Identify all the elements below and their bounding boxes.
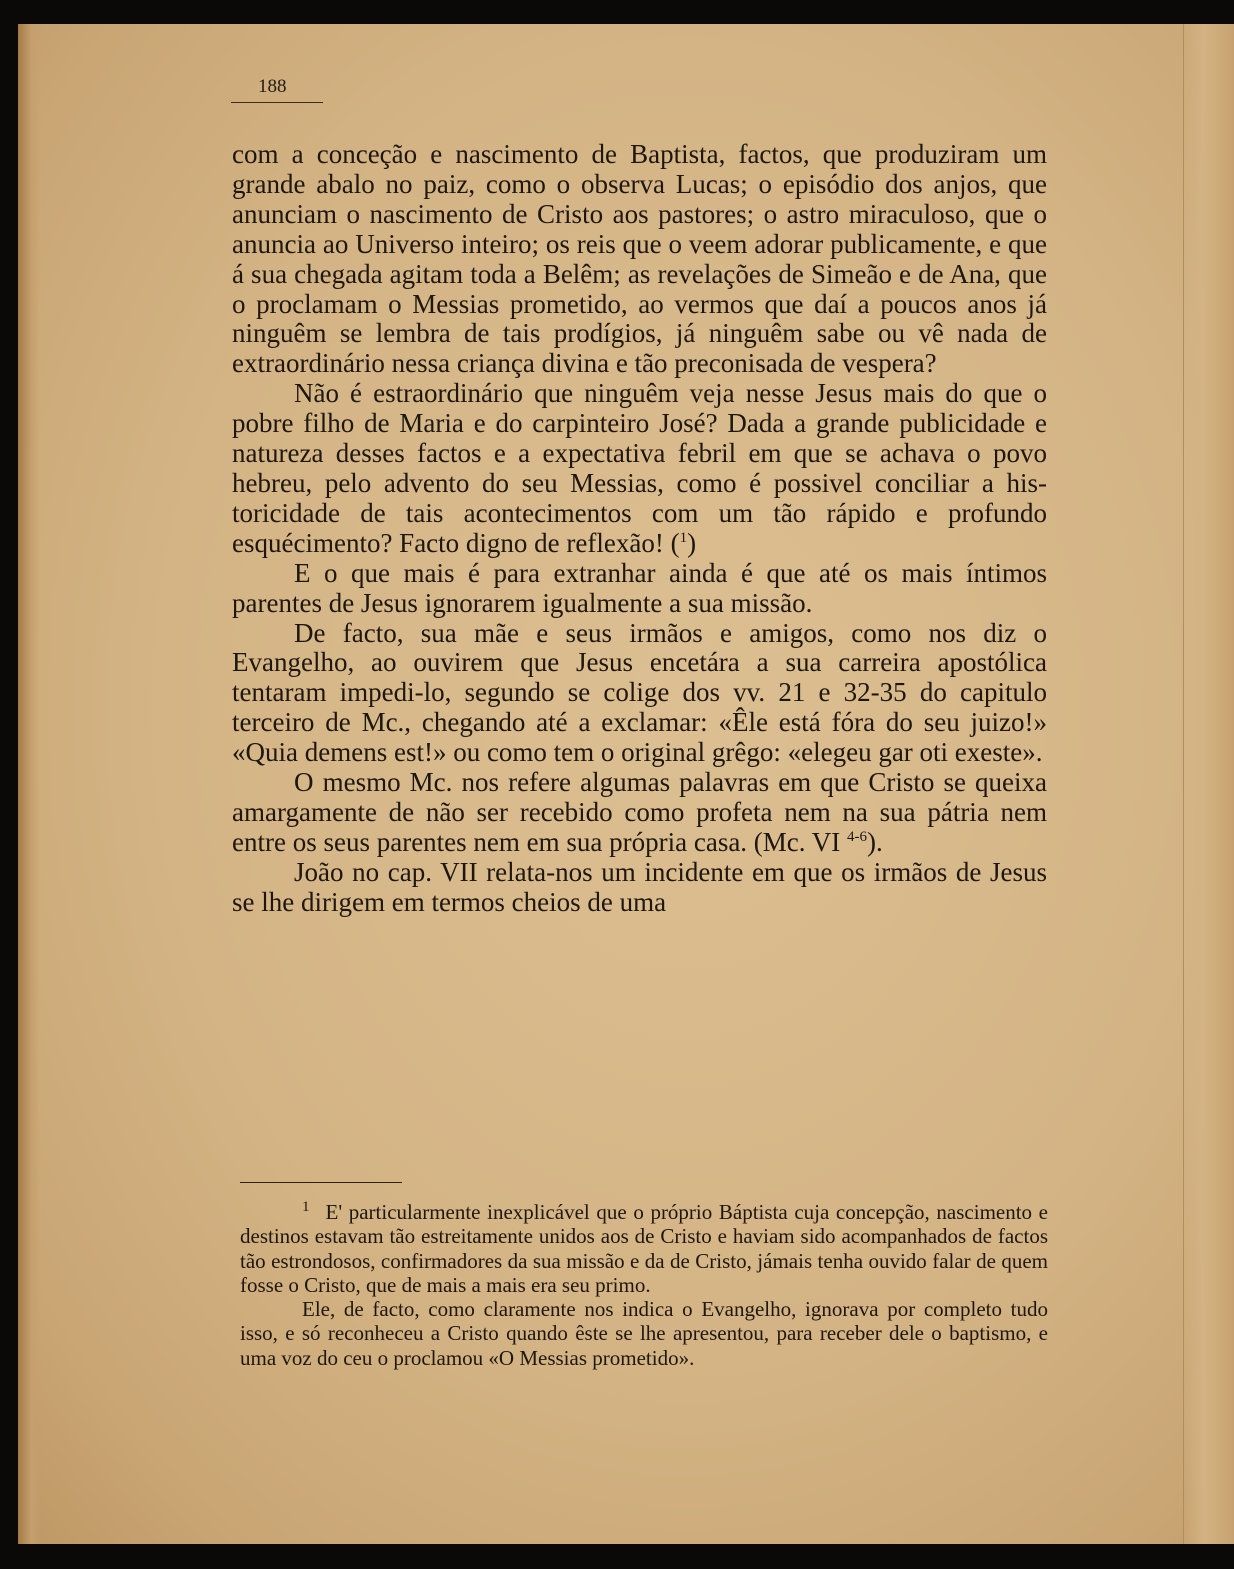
paragraph-2: [232, 379, 1047, 558]
footnote-1: [240, 1200, 1048, 1297]
paragraph-2-end: ): [687, 527, 697, 558]
page-number-rule: [231, 102, 323, 103]
page-number: 188: [258, 76, 287, 97]
paragraph-1: com a conceção e nascimento de Baptista, factos, que produziram um grande abalo no paiz, como o observa Lucas; o episódio dos anjos, que anunciam o nascimento de Cristo aos pastores; o astro miraculoso, que o anuncia ao Universo inteiro; os reis que o veem adorar publicamente, e que á sua chegada agitam toda a Belêm; as revelações de Simeão e de Ana, que o proclamam o Messias prometido, ao vermos que daí a poucos anos já ninguêm se lembra de tais prodígios, já ninguêm sabe ou vê nada de extraordinário nessa criança divina e tão preconisada de vespera?: [232, 139, 1047, 379]
paragraph-5-text: O mesmo Mc. nos refere algumas palavras em que Cristo se queixa amargamente de não ser recebido como profeta nem na sua pátria nem entre os seus parentes nem em sua própria casa. (Mc. VI: [232, 767, 1047, 857]
footnote-rule: [240, 1182, 402, 1183]
footnote-1-text: E' particularmente inexplicável que o próprio Báptista cuja concepção, nascimento e destinos estavam tão estreitamente unidos aos de Cristo e haviam sido acompanhados de factos tão estrondosos, confirmadores da sua missão e da de Cristo, jámais tenha ouvido falar de quem fosse o Cristo, que de mais a mais era seu primo.: [240, 1200, 1048, 1297]
paragraph-2-text: Não é estraordinário que ninguêm veja nesse Jesus mais do que o pobre filho de Maria e do carpinteiro José? Dada a grande publicidade e natureza desses factos e a expectativa febril em que se achava o povo hebreu, pelo advento do seu Messias, como é possivel conciliar a historicidade de tais acontecimentos com um tão rápido e profundo esquécimento? Facto digno de reflexão! (: [232, 378, 1047, 558]
footnote-1-continuation: Ele, de facto, como claramente nos indica o Evangelho, ignorava por completo tudo isso, e só reconheceu a Cristo quando êste se lhe apresentou, para receber dele o baptismo, e uma voz do ceu o proclamou «O Messias prometido».: [240, 1297, 1048, 1370]
paragraph-5-end: ).: [867, 826, 883, 857]
footnote-1-mark: 1: [302, 1199, 310, 1215]
verse-superscript: 4-6: [847, 828, 868, 845]
paragraph-6: João no cap. VII relata-nos um incidente em que os irmãos de Jesus se lhe dirigem em termos cheios de uma: [232, 856, 1047, 917]
footnotes: [240, 1200, 1048, 1370]
paragraph-3: E o que mais é para extranhar ainda é que até os mais íntimos parentes de Jesus ignorarem igualmente a sua missão.: [232, 557, 1047, 618]
footnote-reference: 1: [679, 529, 688, 546]
paragraph-5: [232, 768, 1047, 858]
main-text: [232, 140, 1047, 918]
paragraph-4: De facto, sua mãe e seus irmãos e amigos, como nos diz o Evangelho, ao ouvirem que Jesus encetára a sua carreira apostólica tentaram impedi-lo, segundo se colige dos vv. 21 e 32-35 do capitulo terceiro de Mc., chegando até a exclamar: «Êle está fóra do seu juizo!» «Quia demens est!» ou como tem o original grêgo: «elegeu gar oti exeste».: [232, 617, 1047, 768]
